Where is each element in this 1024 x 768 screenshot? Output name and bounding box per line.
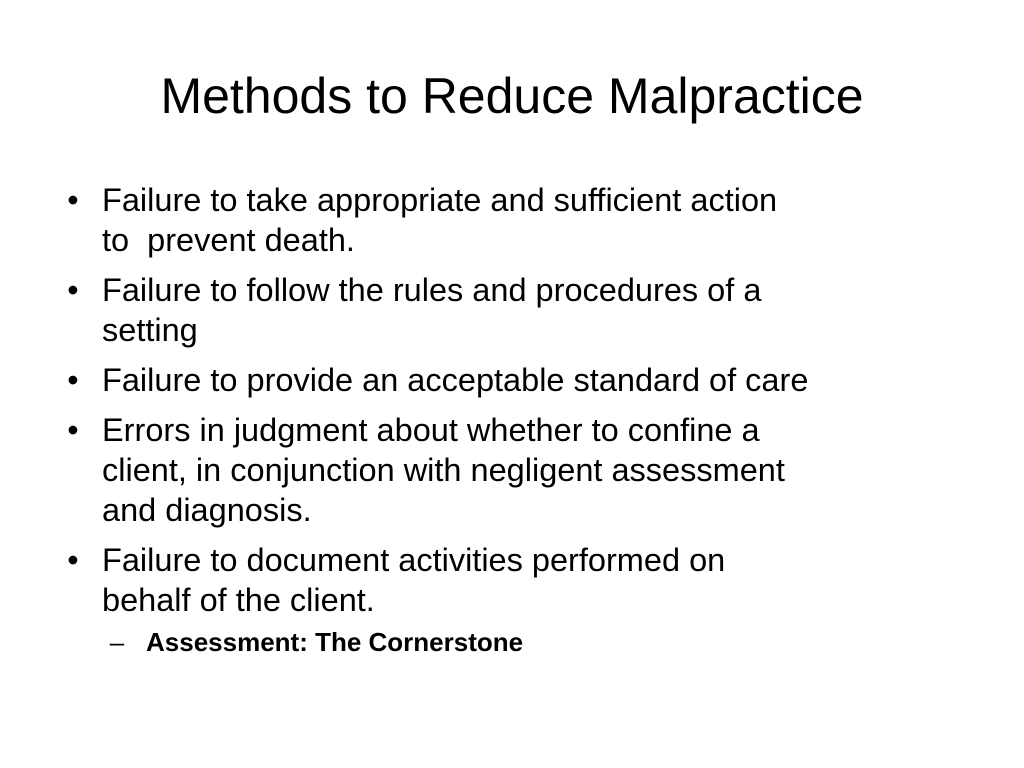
slide-title: Methods to Reduce Malpractice [160, 68, 864, 124]
bullet-text-line: behalf of the client. [102, 582, 375, 618]
bullet-item-5 [58, 540, 958, 660]
bullet-dot-icon: • [67, 362, 79, 398]
dash-icon: – [109, 627, 125, 657]
bullet-text-line: Errors in judgment about whether to confine a [102, 412, 760, 448]
slide-content [58, 180, 958, 670]
bullet-text-line: client, in conjunction with negligent assessment [102, 452, 785, 488]
bullet-item-4 [58, 410, 958, 530]
sub-bullet-item [102, 624, 958, 660]
bullet-dot-icon: • [67, 412, 79, 448]
sub-bullet-text: Assessment: The Cornerstone [146, 627, 524, 657]
bullet-text-line: Failure to take appropriate and sufficient action [102, 182, 778, 218]
bullet-text-line: Failure to document activities performed on [102, 542, 726, 578]
bullet-item-1 [58, 180, 958, 260]
bullet-item-3 [58, 360, 958, 400]
bullet-list [58, 180, 958, 660]
bullet-text-line: setting [102, 312, 198, 348]
bullet-text-line: Failure to follow the rules and procedures of a [102, 272, 762, 308]
bullet-text-line: and diagnosis. [102, 492, 312, 528]
bullet-dot-icon: • [67, 272, 79, 308]
bullet-text-line: Failure to provide an acceptable standard of care [102, 362, 809, 398]
bullet-dot-icon: • [67, 542, 79, 578]
bullet-text-line: to prevent death. [102, 222, 355, 258]
sub-bullet-list [102, 624, 958, 660]
bullet-item-2 [58, 270, 958, 350]
bullet-dot-icon: • [67, 182, 79, 218]
